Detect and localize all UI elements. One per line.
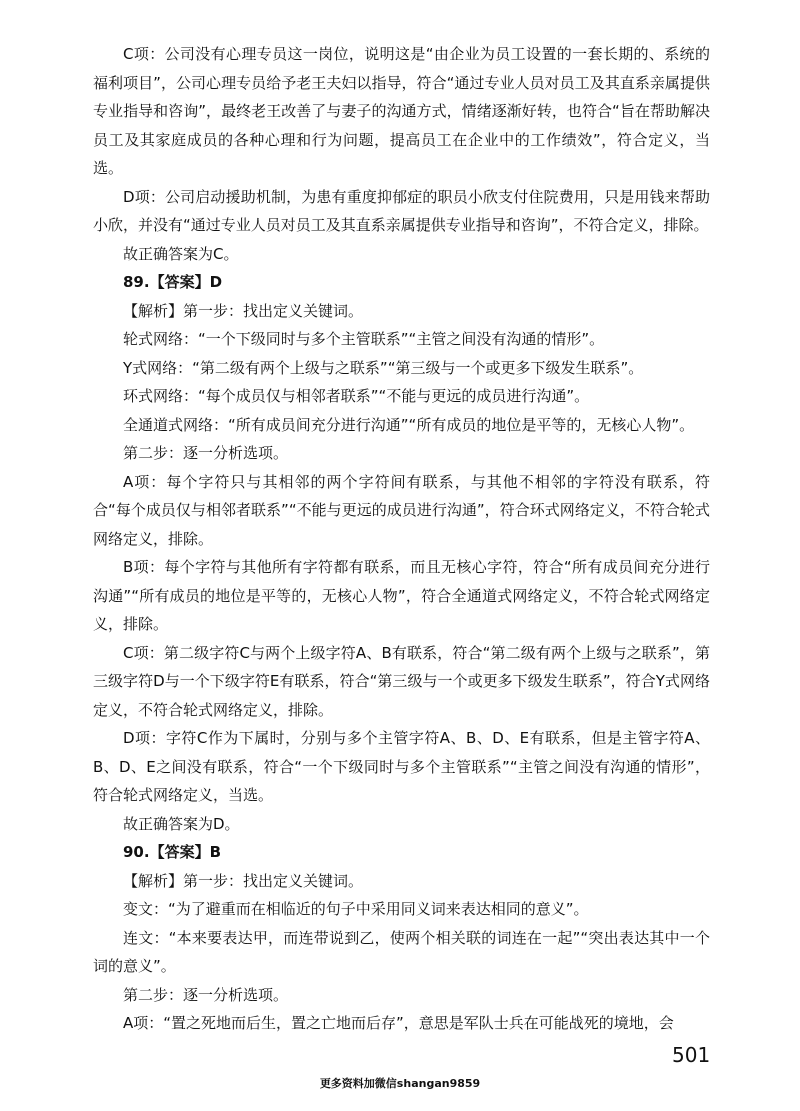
footer-note: 更多资料加微信shangan9859 bbox=[319, 1077, 481, 1090]
paragraph: 连文：“本来要表达甲，而连带说到乙，使两个相关联的词连在一起”“突出表达其中一个词的意义”。 bbox=[93, 928, 710, 975]
answer-heading: 90.【答案】B bbox=[123, 843, 222, 861]
paragraph: B项：每个字符与其他所有字符都有联系，而且无核心字符，符合“所有成员间充分进行沟通”“所有成员的地位是平等的，无核心人物”，符合全通道式网络定义，不符合轮式网络定义，排除。 bbox=[93, 558, 710, 633]
paragraph: 【解析】第一步：找出定义关键词。 bbox=[123, 871, 364, 890]
answer-heading: 89.【答案】D bbox=[123, 273, 223, 291]
paragraph: 全通道式网络：“所有成员间充分进行沟通”“所有成员的地位是平等的，无核心人物”。 bbox=[123, 415, 695, 434]
paragraph: 故正确答案为D。 bbox=[123, 814, 240, 833]
document-body bbox=[93, 40, 710, 1038]
paragraph: 第二步：逐一分析选项。 bbox=[123, 444, 289, 462]
paragraph: 故正确答案为C。 bbox=[123, 244, 239, 263]
paragraph: 轮式网络：“一个下级同时与多个主管联系”“主管之间没有沟通的情形”。 bbox=[123, 330, 605, 348]
paragraph: C项：第二级字符C与两个上级字符A、B有联系，符合“第二级有两个上级与之联系”，第三级字符D与一个下级字符E有联系，符合“第三级与一个或更多下级发生联系”，符合Y式网络定义，不符合轮式网络定义，排除。 bbox=[93, 643, 710, 719]
paragraph: C项：公司没有心理专员这一岗位，说明这是“由企业为员工设置的一套长期的、系统的福利项目”，公司心理专员给予老王夫妇以指导，符合“通过专业人员对员工及其直系亲属提供专业指导和咨询”，最终老王改善了与妻子的沟通方式，情绪逐渐好转，也符合“旨在帮助解决员工及其家庭成员的各种心理和行为问题，提高员工在企业中的工作绩效”，符合定义，当选。 bbox=[93, 45, 710, 177]
paragraph: A项：“置之死地而后生，置之亡地而后存”，意思是军队士兵在可能战死的境地，会 bbox=[123, 1014, 674, 1032]
paragraph: A项：每个字符只与其相邻的两个字符间有联系，与其他不相邻的字符没有联系，符合“每个成员仅与相邻者联系”“不能与更远的成员进行沟通”，符合环式网络定义，不符合轮式网络定义，排除。 bbox=[93, 472, 710, 548]
page-number: 501 bbox=[672, 1043, 711, 1067]
paragraph: D项：字符C作为下属时，分别与多个主管字符A、B、D、E有联系，但是主管字符A、B、D、E之间没有联系，符合“一个下级同时与多个主管联系”“主管之间没有沟通的情形”，符合轮式网络定义，当选。 bbox=[93, 729, 710, 804]
paragraph: 第二步：逐一分析选项。 bbox=[123, 985, 289, 1004]
paragraph: D项：公司启动援助机制，为患有重度抑郁症的职员小欣支付住院费用，只是用钱来帮助小欣，并没有“通过专业人员对员工及其直系亲属提供专业指导和咨询”，不符合定义，排除。 bbox=[93, 187, 710, 234]
paragraph: 【解析】第一步：找出定义关键词。 bbox=[123, 301, 364, 320]
paragraph: Y式网络：“第二级有两个上级与之联系”“第三级与一个或更多下级发生联系”。 bbox=[123, 358, 644, 377]
paragraph: 变文：“为了避重而在相临近的句子中采用同义词来表达相同的意义”。 bbox=[123, 900, 589, 918]
paragraph: 环式网络：“每个成员仅与相邻者联系”“不能与更远的成员进行沟通”。 bbox=[123, 387, 590, 405]
